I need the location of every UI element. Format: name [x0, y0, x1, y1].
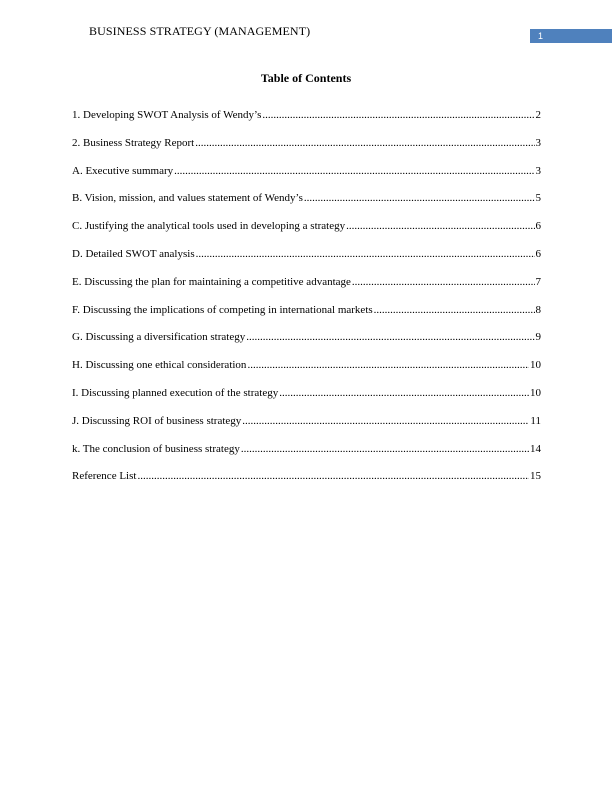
dot-leader [196, 247, 535, 261]
toc-entry-page: 2 [535, 109, 541, 121]
toc-entry-page: 11 [530, 414, 541, 427]
toc-entry-page: 6 [535, 247, 541, 260]
toc-entry-page: 5 [535, 192, 541, 205]
toc-entry[interactable] [72, 386, 541, 414]
toc-entry-label: k. The conclusion of business strategy [72, 442, 240, 455]
dot-leader [174, 164, 534, 178]
toc-title: Table of Contents [260, 71, 352, 85]
toc-entry[interactable] [72, 191, 541, 219]
toc-entry-label: Reference List [72, 470, 137, 483]
toc-entry-label: A. Executive summary [72, 164, 174, 177]
dot-leader [247, 358, 529, 372]
dot-leader [241, 442, 529, 456]
toc-entry[interactable] [72, 247, 541, 275]
toc-entry[interactable] [72, 219, 541, 247]
dot-leader [374, 303, 535, 317]
running-head: BUSINESS STRATEGY (MANAGEMENT) [89, 24, 311, 38]
toc-entry-page: 7 [535, 275, 541, 288]
toc-entry[interactable] [72, 275, 541, 303]
toc-entry[interactable] [72, 330, 541, 358]
dot-leader [352, 275, 535, 289]
toc-entry-label: E. Discussing the plan for maintaining a competitive advantage [72, 275, 351, 288]
toc-entry-label: J. Discussing ROI of business strategy [72, 414, 242, 427]
toc-entry[interactable] [72, 108, 541, 136]
toc-entry[interactable] [72, 164, 541, 192]
toc-entry-page: 15 [530, 470, 541, 483]
dot-leader [304, 191, 535, 205]
toc-entry-page: 10 [530, 386, 541, 399]
toc-entry-label: G. Discussing a diversification strategy [72, 331, 246, 344]
toc-entry-page: 3 [535, 164, 541, 177]
toc-entry-label: 1. Developing SWOT Analysis of Wendy’s [72, 109, 262, 121]
dot-leader [346, 219, 534, 233]
toc-entry-page: 9 [535, 331, 541, 344]
toc-entry[interactable] [72, 469, 541, 497]
toc-entry-label: 2. Business Strategy Report [72, 136, 195, 149]
toc-entry-page: 14 [530, 442, 541, 455]
dot-leader [242, 414, 529, 428]
toc-entry-label: D. Detailed SWOT analysis [72, 247, 195, 260]
dot-leader [137, 469, 529, 483]
toc-entry-page: 8 [535, 303, 541, 316]
table-of-contents [72, 108, 541, 497]
dot-leader [279, 386, 529, 400]
toc-entry-label: H. Discussing one ethical consideration [72, 359, 247, 372]
toc-entry-page: 10 [530, 359, 541, 372]
toc-entry[interactable] [72, 358, 541, 386]
toc-entry[interactable] [72, 414, 541, 442]
toc-entry-page: 3 [535, 136, 541, 149]
toc-entry-label: B. Vision, mission, and values statement of Wendy’s [72, 192, 303, 205]
toc-entry-page: 6 [535, 220, 541, 233]
dot-leader [246, 330, 534, 344]
toc-entry-label: C. Justifying the analytical tools used in developing a strategy [72, 220, 346, 233]
toc-entry[interactable] [72, 136, 541, 164]
toc-entry[interactable] [72, 442, 541, 470]
dot-leader [195, 136, 534, 150]
toc-entry[interactable] [72, 303, 541, 331]
toc-entry-label: I. Discussing planned execution of the strategy [72, 386, 279, 399]
page-number: 1 [538, 31, 544, 41]
dot-leader [262, 108, 534, 122]
toc-entry-label: F. Discussing the implications of competing in international markets [72, 303, 373, 316]
page-number-badge [530, 29, 612, 43]
